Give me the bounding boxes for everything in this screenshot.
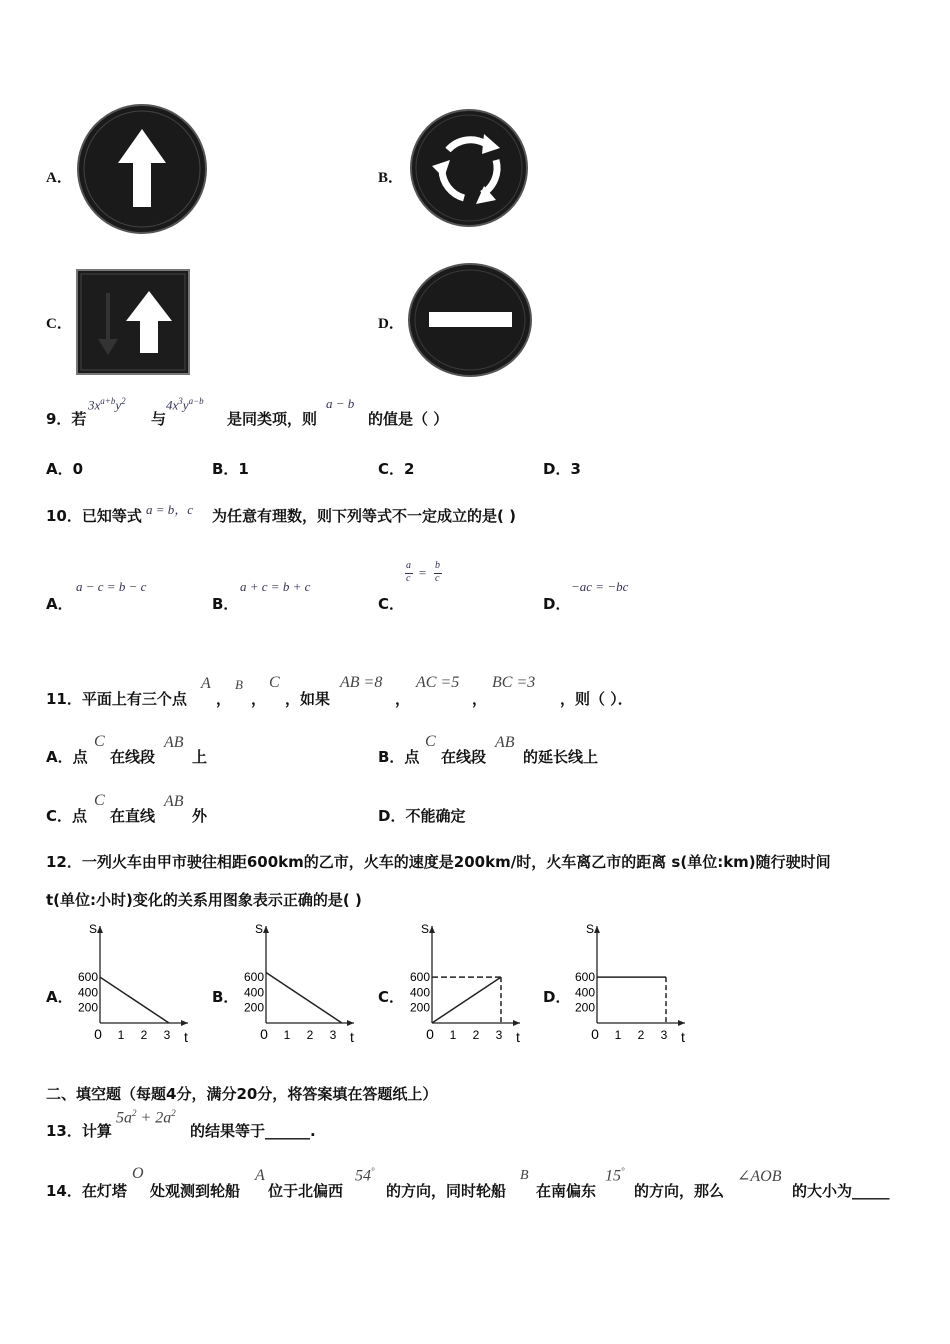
q9-number: 9．若	[46, 410, 87, 428]
option-c-label: C．	[46, 316, 72, 332]
q14-text4: 在南偏东	[536, 1182, 597, 1200]
q9-option-d: D．3	[543, 460, 581, 478]
horizontal-bar-icon	[429, 312, 512, 327]
q12-option-c-label: C．	[378, 988, 405, 1006]
series-line	[266, 973, 342, 1023]
y-axis-arrow-icon	[97, 926, 103, 933]
y-axis-label: S	[255, 922, 264, 936]
x-tick-label: 3	[660, 1028, 668, 1042]
chart-a	[72, 918, 196, 1048]
x-axis-label: t	[184, 1029, 188, 1045]
x-axis-arrow-icon	[678, 1020, 685, 1026]
q9-text2: 的值是（ ）	[368, 410, 449, 428]
section-2-heading: 二、填空题（每题4分，满分20分，将答案填在答题纸上）	[46, 1085, 438, 1103]
y-tick-label: 600	[243, 970, 264, 985]
q9-text: 是同类项，则	[227, 410, 318, 428]
chart-c	[404, 918, 528, 1048]
x-tick-label: 2	[472, 1028, 480, 1042]
y-tick-label: 400	[409, 985, 430, 1000]
q9-option-b: B．1	[212, 460, 249, 478]
q14-angle1: 54°	[355, 1166, 375, 1185]
x-tick-label: 1	[614, 1028, 622, 1042]
no-entry-sign	[407, 262, 533, 378]
q12-line2: t(单位:小时)变化的关系用图象表示正确的是( )	[46, 891, 362, 909]
series-line	[432, 977, 501, 1023]
x-tick-label: 2	[140, 1028, 148, 1042]
x-tick-label: 0	[260, 1026, 268, 1042]
q10-option-c-label: C．	[378, 595, 405, 613]
x-tick-label: 1	[117, 1028, 125, 1042]
x-axis-arrow-icon	[513, 1020, 520, 1026]
q13-text: 的结果等于______.	[190, 1122, 316, 1140]
q13-expr: $5a^2 + 2a^2$	[116, 1108, 176, 1127]
q10-condition: a = b，c	[146, 502, 194, 517]
q11-option-d: D．不能确定	[378, 807, 466, 825]
x-tick-label: 2	[306, 1028, 314, 1042]
series-line	[100, 977, 169, 1023]
q11-then: ，则（ ）．	[560, 690, 633, 708]
y-axis-label: S	[421, 922, 430, 936]
x-tick-label: 0	[426, 1026, 434, 1042]
y-tick-label: 400	[77, 985, 98, 1000]
q14-text5: 的方向，那么	[634, 1182, 725, 1200]
y-tick-label: 200	[574, 1000, 595, 1015]
q9-expr: a − b	[326, 396, 355, 411]
q11-number: 11．平面上有三个点	[46, 690, 187, 708]
q11-point-a: A	[201, 675, 211, 692]
q11-bc: BC =3	[492, 674, 536, 691]
q11-point-b: B	[235, 677, 243, 692]
q9-term1: $3x^{a+b}y^2$	[88, 396, 126, 413]
x-axis-label: t	[681, 1029, 685, 1045]
q14-text6: 的大小为_____	[792, 1182, 890, 1200]
one-way-straight-sign	[76, 103, 208, 235]
x-axis-arrow-icon	[347, 1020, 354, 1026]
y-axis-arrow-icon	[429, 926, 435, 933]
option-b-label: B．	[378, 170, 404, 186]
q14-text3: 的方向，同时轮船	[386, 1182, 507, 1200]
y-axis-label: S	[586, 922, 595, 936]
y-tick-label: 400	[574, 985, 595, 1000]
x-tick-label: 0	[591, 1026, 599, 1042]
y-tick-label: 600	[574, 970, 595, 985]
q10-option-d: −ac = −bc	[571, 579, 629, 594]
q9-and: 与	[151, 410, 167, 428]
q10-option-b-label: B．	[212, 595, 239, 613]
q10-number: 10．已知等式	[46, 507, 142, 525]
y-tick-label: 200	[243, 1000, 264, 1015]
x-axis-arrow-icon	[181, 1020, 188, 1026]
q12-option-b-label: B．	[212, 988, 239, 1006]
q11-if: ，如果	[285, 690, 331, 708]
q14-point-o: O	[132, 1165, 144, 1182]
q12-option-d-label: D．	[543, 988, 571, 1006]
option-a-label: A．	[46, 170, 72, 186]
y-axis-arrow-icon	[263, 926, 269, 933]
q10-option-d-label: D．	[543, 595, 571, 613]
roundabout-sign	[406, 108, 532, 228]
y-axis-arrow-icon	[594, 926, 600, 933]
q14-number: 14．在灯塔	[46, 1182, 127, 1200]
q11-option-b-pre: B．点	[378, 748, 420, 766]
q12-option-a-label: A．	[46, 988, 73, 1006]
y-tick-label: 200	[409, 1000, 430, 1015]
q9-term2: $4x^3y^{a-b}$	[166, 396, 204, 413]
q11-option-c-pre: C．点	[46, 807, 88, 825]
q13-number: 13．计算	[46, 1122, 112, 1140]
q14-angle2: 15°	[605, 1166, 625, 1185]
y-axis-label: S	[89, 922, 98, 936]
q11-ab: AB =8	[340, 674, 383, 691]
x-tick-label: 1	[449, 1028, 457, 1042]
y-tick-label: 600	[409, 970, 430, 985]
x-tick-label: 3	[495, 1028, 503, 1042]
y-tick-label: 200	[77, 1000, 98, 1015]
square-straight-sign	[76, 269, 190, 375]
q14-text2: 位于北偏西	[268, 1182, 344, 1200]
q14-angle-aob: ∠AOB	[737, 1168, 782, 1185]
x-tick-label: 2	[637, 1028, 645, 1042]
q10-option-b: a + c = b + c	[240, 579, 311, 594]
q11-option-a-pre: A．点	[46, 748, 88, 766]
y-tick-label: 400	[243, 985, 264, 1000]
q10-option-c: a c = b c	[406, 560, 440, 584]
chart-b	[238, 918, 362, 1048]
q14-point-b: B	[520, 1168, 529, 1183]
option-d-label: D．	[378, 316, 404, 332]
x-tick-label: 0	[94, 1026, 102, 1042]
y-tick-label: 600	[77, 970, 98, 985]
x-tick-label: 3	[163, 1028, 171, 1042]
q10-option-a: a − c = b − c	[76, 579, 147, 594]
x-tick-label: 1	[283, 1028, 291, 1042]
q10-text: 为任意有理数，则下列等式不一定成立的是( )	[212, 507, 516, 525]
x-axis-label: t	[516, 1029, 520, 1045]
q10-option-a-label: A．	[46, 595, 73, 613]
q11-point-c: C	[269, 674, 280, 691]
x-tick-label: 3	[329, 1028, 337, 1042]
q9-option-a: A．0	[46, 460, 84, 478]
q11-ac: AC =5	[416, 674, 460, 691]
chart-d	[569, 918, 693, 1048]
q12-line1: 12．一列火车由甲市驶往相距600km的乙市，火车的速度是200km/时，火车离乙市的距离 s(单位:km)随行驶时间	[46, 853, 831, 871]
q14-text1: 处观测到轮船	[150, 1182, 241, 1200]
q14-point-a: A	[255, 1167, 265, 1184]
q9-option-c: C．2	[378, 460, 415, 478]
x-axis-label: t	[350, 1029, 354, 1045]
